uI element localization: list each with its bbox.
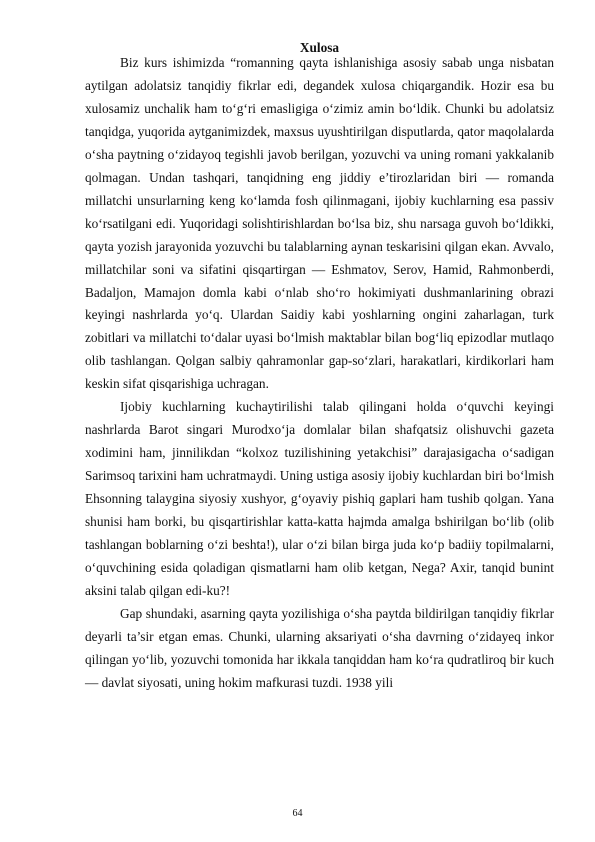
paragraph-3: Gap shundaki, asarning qayta yozilishiga o‘sha paytda bildirilgan tanqidiy fikrlar deyarli ta’sir etgan emas. Chunki, ularning aksariyati o‘sha davrning o‘zidayeq inkor qilingan yo‘lib, yozuvchi tomonida har ikkala tanqiddan ham ko‘ra qudratliroq bir kuch — davlat siyosati, uning hokim mafkurasi tuzdi. 1938 yili [85, 605, 554, 690]
section-heading: Xulosa [299, 40, 340, 55]
document-page [85, 40, 554, 695]
page-number: 64 [292, 808, 303, 819]
paragraph-1: Biz kurs ishimizda “romanning qayta ishlanishiga asosiy sabab unga nisbatan aytilgan adolatsiz tanqidiy fikrlar edi, degandek xulosa chiqargandik. Hozir esa bu xulosamiz unchalik ham to‘g‘ri emasligiga o‘zimiz amin bo‘ldik. Chunki bu adolatsiz tanqidga, yuqorida aytganimizdek, maxsus uyushtirilgan disputlarda, qator maqolalarda o‘sha paytning o‘zidayoq tegishli javob berilgan, yozuvchi va uning romani yakkalanib qolmagan. Undan tashqari, tanqidning eng jiddiy e’tirozlaridan biri — romanda millatchi unsurlarning keng ko‘lamda fosh qilinmagani, ijobiy kuchlarning esa passiv ko‘rsatilgani edi. Yuqoridagi solishtirishlardan bo‘lsa biz, shu narsaga guvoh bo‘ldikki, qayta yozish jarayonida yozuvchi bu talablarning aynan teskarisini qilgan ekan. Avvalo, millatchilar soni va sifatini qisqartirgan — Eshmatov, Serov, Hamid, Rahmonberdi, Badaljon, Mamajon domla kabi o‘nlab sho‘ro hokimiyati dushmanlarining obrazi keyingi nashrlarda yo‘q. Ulardan Saidiy kabi yoshlarning ongini zaharlagan, turk zobitlari va millatchi to‘dalar uyasi bo‘lmish maktablar bilan bog‘liq epizodlar mutlaqo olib tashlangan. Qolgan salbiy qahramonlar gap-so‘zlari, harakatlari, kirdikorlari ham keskin sifat qisqarishiga uchragan. [85, 55, 554, 392]
paragraph-2: Ijobiy kuchlarning kuchaytirilishi talab qilingani holda o‘quvchi keyingi nashrlarda Barot singari Murodxo‘ja domlalar bilan shafqatsiz olishuvchi gazeta xodimini ham, jinnilikdan “kolxoz tuzilishining yetakchisi” darajasigacha o‘sadigan Sarimsoq tarixini ham uchratmaydi. Uning ustiga asosiy ijobiy kuchlardan biri bo‘lmish Ehsonning talaygina siyosiy xushyor, g‘oyaviy pishiq gaplari ham tushib qolgan. Yana shunisi ham borki, bu qisqartirishlar katta-katta hajmda amalga bshirilgan bo‘lib (olib tashlangan boblarning o‘zi beshta!), ular o‘zi bilan birga juda ko‘p badiiy topilmalarni, o‘quvchining esida qoladigan qismatlarni ham olib ketgan, Nega? Axir, tanqid bunint aksini talab qilgan edi-ku?! [85, 399, 554, 598]
